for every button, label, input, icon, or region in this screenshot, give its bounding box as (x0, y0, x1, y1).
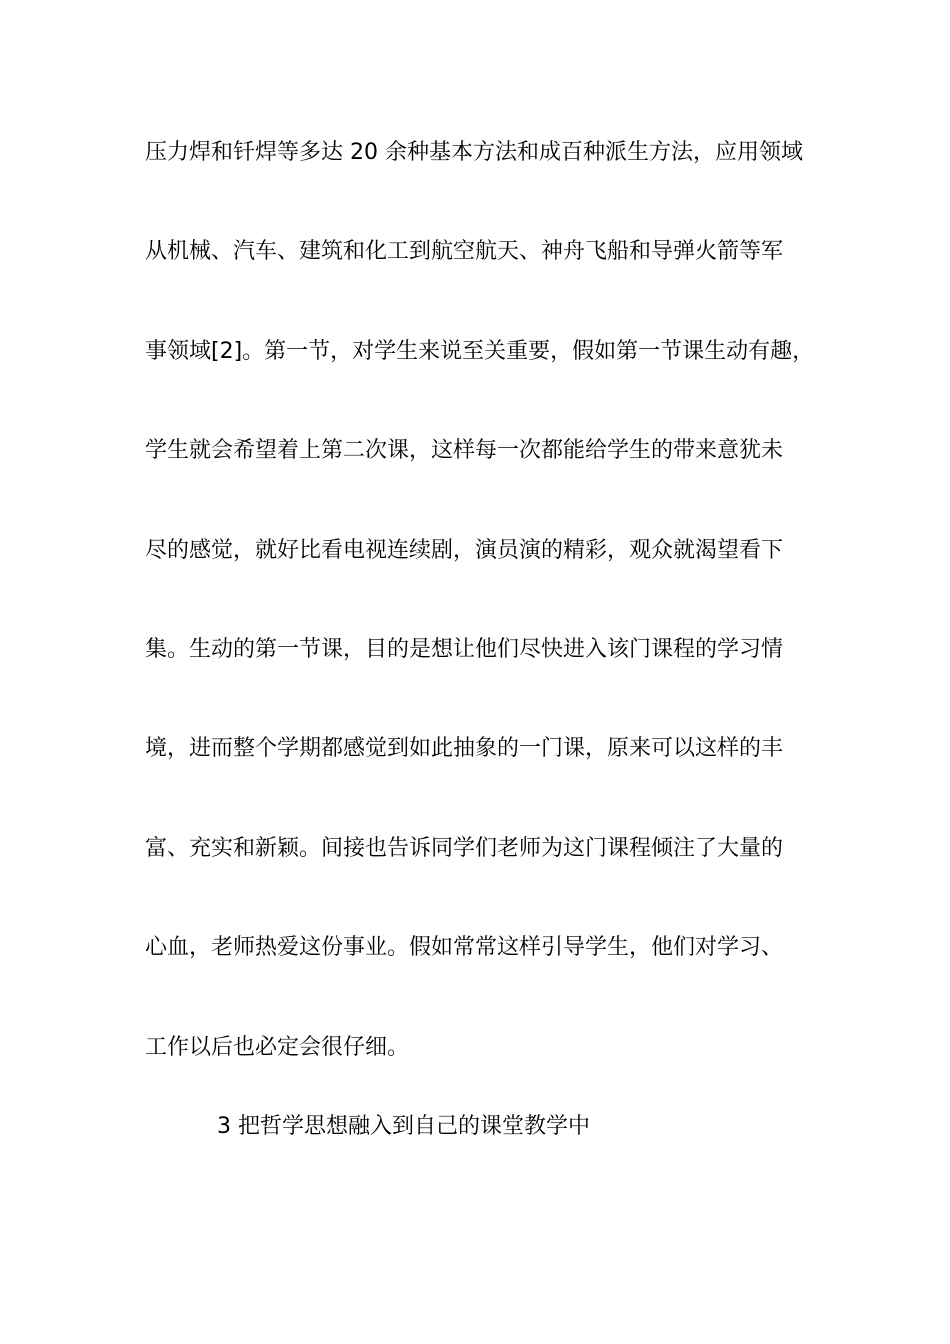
section-heading: 3 把哲学思想融入到自己的课堂教学中 (217, 1114, 590, 1139)
paragraph-line: 事领域[2]。第一节，对学生来说至关重要，假如第一节课生动有趣， (145, 339, 815, 364)
paragraph-line: 压力焊和钎焊等多达 20 余种基本方法和成百种派生方法，应用领域 (145, 140, 803, 165)
paragraph-line: 工作以后也必定会很仔细。 (145, 1035, 410, 1060)
paragraph-line: 心血，老师热爱这份事业。假如常常这样引导学生，他们对学习、 (145, 935, 784, 960)
paragraph-line: 境，进而整个学期都感觉到如此抽象的一门课，原来可以这样的丰 (145, 736, 784, 761)
paragraph-line: 从机械、汽车、建筑和化工到航空航天、神舟飞船和导弹火箭等军 (145, 239, 784, 264)
paragraph-line: 学生就会希望着上第二次课，这样每一次都能给学生的带来意犹未 (145, 438, 784, 463)
paragraph-line: 富、充实和新颖。间接也告诉同学们老师为这门课程倾注了大量的 (145, 836, 784, 861)
paragraph-line: 集。生动的第一节课，目的是想让他们尽快进入该门课程的学习情 (145, 637, 784, 662)
paragraph-line: 尽的感觉，就好比看电视连续剧，演员演的精彩，观众就渴望看下 (145, 538, 784, 563)
